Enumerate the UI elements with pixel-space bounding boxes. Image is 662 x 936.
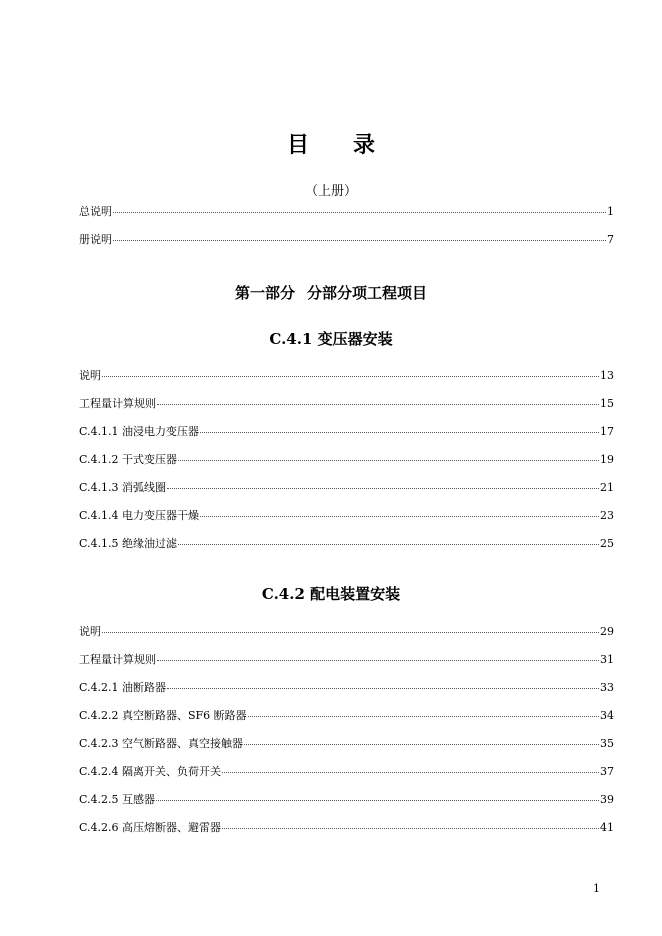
section-2-toc xyxy=(79,625,614,849)
toc-entry[interactable] xyxy=(79,765,614,793)
toc-leader-dots xyxy=(156,800,599,801)
toc-leader-dots xyxy=(102,376,599,377)
toc-entry-page: 13 xyxy=(600,369,614,382)
toc-entry-label: C.4.2.5 互感器 xyxy=(79,793,156,806)
toc-leader-dots xyxy=(178,460,599,461)
toc-entry[interactable] xyxy=(79,793,614,821)
toc-entry-label: 说明 xyxy=(79,625,101,638)
part-heading xyxy=(0,282,662,303)
toc-entry-label: 册说明 xyxy=(79,233,112,246)
intro-toc xyxy=(79,205,614,261)
toc-entry-label: C.4.1.1 油浸电力变压器 xyxy=(79,425,200,438)
toc-entry-page: 29 xyxy=(600,625,614,638)
toc-entry[interactable] xyxy=(79,453,614,481)
toc-entry-label: C.4.2.4 隔离开关、负荷开关 xyxy=(79,765,222,778)
toc-entry-page: 19 xyxy=(600,453,614,466)
toc-entry-page: 39 xyxy=(600,793,614,806)
toc-entry[interactable] xyxy=(79,205,614,233)
toc-leader-dots xyxy=(167,688,599,689)
toc-entry-label: C.4.1.3 消弧线圈 xyxy=(79,481,167,494)
toc-entry-label: C.4.2.3 空气断路器、真空接触器 xyxy=(79,737,244,750)
title-char-2: 录 xyxy=(353,132,376,158)
toc-entry-label: C.4.1.5 绝缘油过滤 xyxy=(79,537,178,550)
toc-entry-label: C.4.2.1 油断路器 xyxy=(79,681,167,694)
toc-leader-dots xyxy=(113,240,606,241)
toc-entry[interactable] xyxy=(79,509,614,537)
toc-entry-page: 37 xyxy=(600,765,614,778)
toc-leader-dots xyxy=(222,772,599,773)
toc-leader-dots xyxy=(102,632,599,633)
toc-entry-page: 41 xyxy=(600,821,614,834)
toc-leader-dots xyxy=(167,488,599,489)
toc-leader-dots xyxy=(222,828,599,829)
toc-entry-label: 总说明 xyxy=(79,205,112,218)
toc-leader-dots xyxy=(248,716,599,717)
part-label: 第一部分 xyxy=(234,284,295,302)
toc-entry[interactable] xyxy=(79,233,614,261)
toc-entry[interactable] xyxy=(79,625,614,653)
toc-entry[interactable] xyxy=(79,709,614,737)
toc-entry-page: 23 xyxy=(600,509,614,522)
toc-entry-page: 21 xyxy=(600,481,614,494)
toc-entry[interactable] xyxy=(79,821,614,849)
page-number: 1 xyxy=(593,882,600,895)
toc-entry[interactable] xyxy=(79,653,614,681)
section-heading: C.4.2 配电装置安装 xyxy=(261,585,401,603)
volume-subtitle: （上册） xyxy=(304,184,357,199)
toc-leader-dots xyxy=(244,744,599,745)
toc-entry-label: C.4.1.2 干式变压器 xyxy=(79,453,178,466)
toc-entry[interactable] xyxy=(79,397,614,425)
page-title xyxy=(0,128,662,159)
toc-entry-page: 1 xyxy=(607,205,614,218)
toc-entry[interactable] xyxy=(79,737,614,765)
toc-entry-page: 34 xyxy=(600,709,614,722)
title-char-1: 目 xyxy=(286,132,309,158)
section-1-toc xyxy=(79,369,614,565)
toc-entry-page: 17 xyxy=(600,425,614,438)
toc-entry-page: 7 xyxy=(607,233,614,246)
toc-leader-dots xyxy=(113,212,606,213)
toc-entry[interactable] xyxy=(79,481,614,509)
toc-leader-dots xyxy=(200,432,599,433)
toc-leader-dots xyxy=(157,660,599,661)
toc-entry-page: 33 xyxy=(600,681,614,694)
toc-leader-dots xyxy=(157,404,599,405)
toc-leader-dots xyxy=(200,516,599,517)
toc-entry[interactable] xyxy=(79,369,614,397)
toc-entry-page: 15 xyxy=(600,397,614,410)
toc-entry-label: C.4.2.2 真空断路器、SF6 断路器 xyxy=(79,709,247,722)
toc-entry-label: 说明 xyxy=(79,369,101,382)
toc-entry-label: 工程量计算规则 xyxy=(79,653,156,666)
toc-entry-page: 25 xyxy=(600,537,614,550)
toc-entry-page: 35 xyxy=(600,737,614,750)
toc-entry-label: C.4.1.4 电力变压器干燥 xyxy=(79,509,200,522)
toc-leader-dots xyxy=(178,544,599,545)
toc-entry[interactable] xyxy=(79,537,614,565)
part-name: 分部分项工程项目 xyxy=(307,284,428,302)
toc-entry[interactable] xyxy=(79,681,614,709)
toc-entry-label: C.4.2.6 高压熔断器、避雷器 xyxy=(79,821,222,834)
toc-entry-page: 31 xyxy=(600,653,614,666)
toc-entry[interactable] xyxy=(79,425,614,453)
toc-entry-label: 工程量计算规则 xyxy=(79,397,156,410)
section-heading: C.4.1 变压器安装 xyxy=(269,330,393,348)
